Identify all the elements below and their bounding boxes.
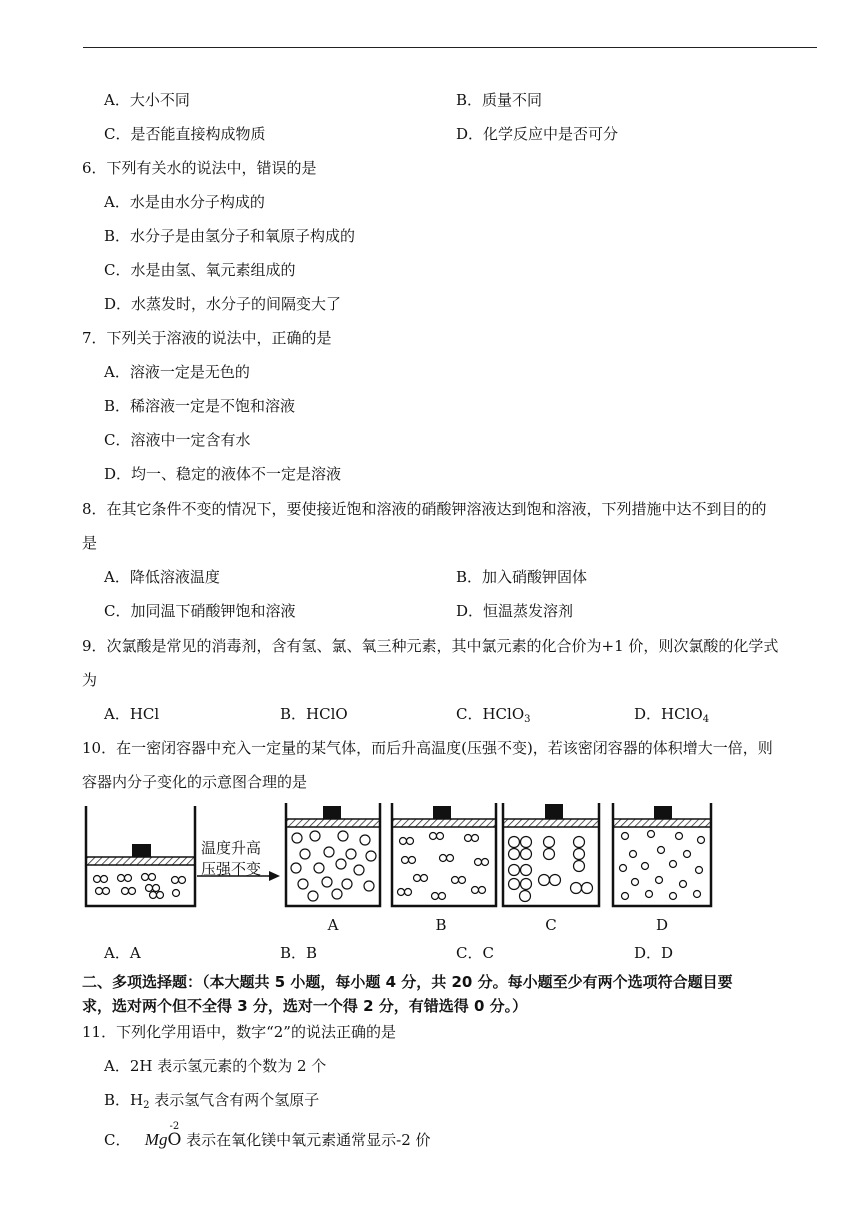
q11-option-b[interactable] xyxy=(104,1090,319,1110)
figure-label-b: B xyxy=(435,916,447,934)
section2-heading-line2: 求，选对两个但不全得 3 分，选对一个得 2 分，有错选得 0 分。） xyxy=(82,997,528,1015)
q8-stem-line2: 是 xyxy=(82,534,98,552)
q10-option-a[interactable]: A．A xyxy=(104,944,141,962)
original-piston xyxy=(86,857,195,865)
q11-option-b-prefix: B．H xyxy=(104,1091,144,1109)
q11-stem: 11．下列化学用语中，数字“2”的说法正确的是 xyxy=(82,1023,396,1041)
q11-option-c-text: 表示在氧化镁中氧元素通常显示-2 价 xyxy=(181,1131,431,1149)
q9-option-d-text: D．HClO xyxy=(634,705,703,723)
q11-option-b-subscript: 2 xyxy=(143,1100,150,1111)
q9-option-c-text: C．HClO xyxy=(456,705,525,723)
original-weight xyxy=(132,844,151,857)
q7-option-d[interactable]: D．均一、稳定的液体不一定是溶液 xyxy=(104,465,342,483)
q10-stem-line2: 容器内分子变化的示意图合理的是 xyxy=(82,773,308,791)
original-molecules xyxy=(94,874,186,899)
q7-option-b[interactable]: B．稀溶液一定是不饱和溶液 xyxy=(104,397,296,415)
q9-stem-line2: 为 xyxy=(82,671,98,689)
q7-stem: 7．下列关于溶液的说法中，正确的是 xyxy=(82,329,332,347)
q9-option-a[interactable]: A．HCl xyxy=(104,705,160,723)
arrow-head xyxy=(269,871,280,881)
q5-option-b[interactable]: B．质量不同 xyxy=(456,91,543,109)
q11-option-b-text: 表示氢气含有两个氢原子 xyxy=(149,1091,320,1109)
q8-option-c[interactable]: C．加同温下硝酸钾饱和溶液 xyxy=(104,602,296,620)
container-a xyxy=(286,803,380,906)
q8-option-d[interactable]: D．恒温蒸发溶剂 xyxy=(456,602,574,620)
container-b xyxy=(392,803,496,906)
q9-stem-line1: 9．次氯酸是常见的消毒剂，含有氢、氯、氧三种元素，其中氯元素的化合价为+1 价，则次氯酸的化学式 xyxy=(82,637,779,655)
header-rule xyxy=(83,47,817,48)
q10-option-d[interactable]: D．D xyxy=(634,944,674,962)
q11-option-a[interactable]: A．2H 表示氢元素的个数为 2 个 xyxy=(104,1057,327,1075)
q6-option-b[interactable]: B．水分子是由氢分子和氧原子构成的 xyxy=(104,227,356,245)
q8-option-b[interactable]: B．加入硝酸钾固体 xyxy=(456,568,588,586)
figure-label-a: A xyxy=(327,916,339,934)
q7-option-a[interactable]: A．溶液一定是无色的 xyxy=(104,363,250,381)
q6-option-a[interactable]: A．水是由水分子构成的 xyxy=(104,193,265,211)
q5-option-a[interactable]: A．大小不同 xyxy=(104,91,190,109)
q10-stem-line1: 10．在一密闭容器中充入一定量的某气体，而后升高温度(压强不变)，若该密闭容器的体积增大一倍，则 xyxy=(82,739,773,757)
q10-option-b[interactable]: B．B xyxy=(280,944,318,962)
q9-option-d-subscript: 4 xyxy=(702,714,710,725)
q8-option-a[interactable]: A．降低溶液温度 xyxy=(104,568,220,586)
q6-option-d[interactable]: D．水蒸发时，水分子的间隔变大了 xyxy=(104,295,342,313)
q11-option-c-prefix: C． xyxy=(104,1131,131,1149)
q10-figure-svg xyxy=(83,798,723,913)
arrow-label-line1: 温度升高 xyxy=(201,839,262,857)
q10-option-c[interactable]: C．C xyxy=(456,944,494,962)
q5-option-d[interactable]: D．化学反应中是否可分 xyxy=(456,125,619,143)
figure-label-d: D xyxy=(655,916,669,934)
section2-heading-line1: 二、多项选择题：（本大题共 5 小题，每小题 4 分，共 20 分。每小题至少有两个选项符合题目要 xyxy=(82,973,733,991)
q11-option-c-mg: Mg xyxy=(144,1130,168,1149)
q7-option-c[interactable]: C．溶液中一定含有水 xyxy=(104,431,251,449)
q10-container-figure xyxy=(83,798,723,934)
q5-option-c[interactable]: C．是否能直接构成物质 xyxy=(104,125,266,143)
q9-option-d[interactable] xyxy=(634,704,709,724)
q6-option-c[interactable]: C．水是由氢、氧元素组成的 xyxy=(104,261,296,279)
q9-option-c[interactable] xyxy=(456,704,531,724)
container-d xyxy=(613,803,711,906)
arrow-label-line2: 压强不变 xyxy=(201,860,262,878)
figure-label-c: C xyxy=(545,916,557,934)
q11-option-c-valence: -2 xyxy=(169,1121,180,1132)
q9-option-c-subscript: 3 xyxy=(524,714,531,725)
q8-stem-line1: 8．在其它条件不变的情况下，要使接近饱和溶液的硝酸钾溶液达到饱和溶液，下列措施中达不到目的的 xyxy=(82,500,767,518)
container-c xyxy=(503,803,599,906)
q6-stem: 6．下列有关水的说法中，错误的是 xyxy=(82,159,317,177)
original-container xyxy=(86,806,195,906)
q11-option-c[interactable] xyxy=(104,1121,431,1150)
q9-option-b[interactable]: B．HClO xyxy=(280,705,348,723)
q11-option-c-oxygen: O xyxy=(167,1130,182,1150)
